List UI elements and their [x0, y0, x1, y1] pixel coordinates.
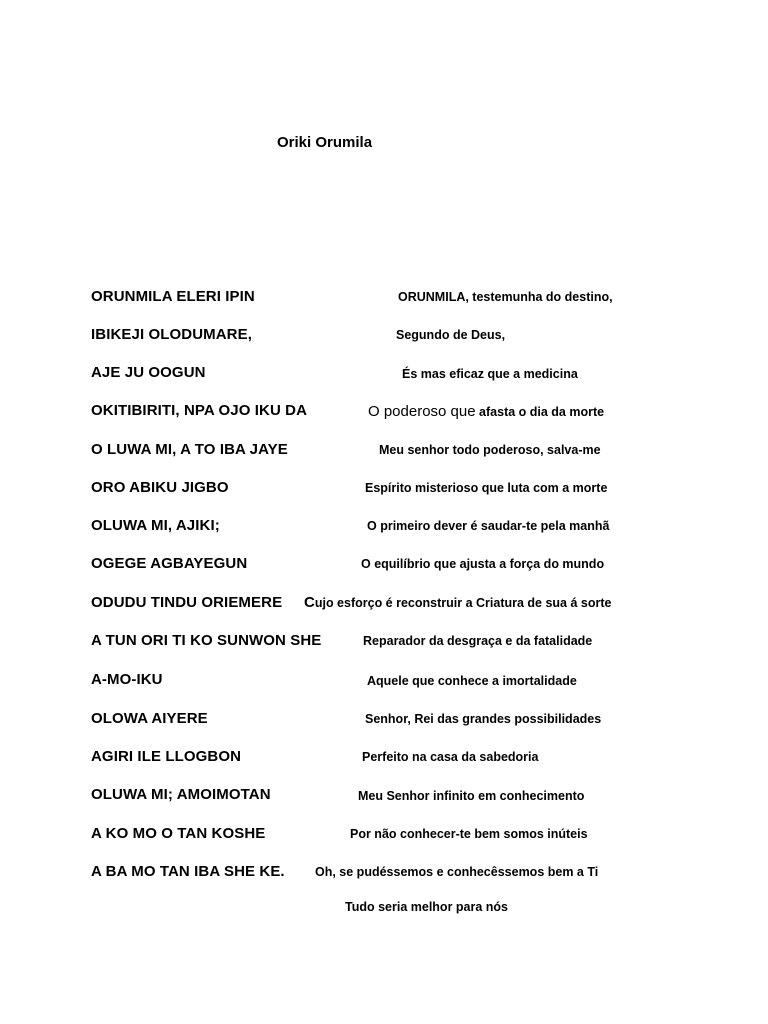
portuguese-final-line: Tudo seria melhor para nós	[345, 900, 509, 914]
portuguese-line-10: Reparador da desgraça e da fatalidade	[363, 634, 593, 648]
portuguese-line-6: Espírito misterioso que luta com a morte	[365, 481, 608, 495]
portuguese-line-14: Meu Senhor infinito em conhecimento	[358, 789, 585, 803]
yoruba-line-14: OLUWA MI; AMOIMOTAN	[91, 786, 271, 803]
portuguese-line-4	[368, 403, 604, 420]
portuguese-line-2: Segundo de Deus,	[396, 328, 506, 342]
portuguese-line-9	[304, 594, 611, 611]
portuguese-line-9-rest: ujo esforço é reconstruir a Criatura de sua á sorte	[314, 596, 612, 610]
portuguese-line-11: Aquele que conhece a imortalidade	[367, 674, 577, 688]
yoruba-line-7: OLUWA MI, AJIKI;	[91, 517, 220, 534]
document-title: Oriki Orumila	[277, 134, 373, 151]
yoruba-line-13: AGIRI ILE LLOGBON	[91, 748, 242, 765]
yoruba-line-4: OKITIBIRITI, NPA OJO IKU DA	[91, 402, 308, 419]
yoruba-line-8: OGEGE AGBAYEGUN	[91, 555, 248, 572]
yoruba-line-12: OLOWA AIYERE	[91, 710, 208, 727]
portuguese-line-9-lead: C	[304, 594, 315, 611]
yoruba-line-1: ORUNMILA ELERI IPIN	[91, 288, 255, 305]
yoruba-line-9: ODUDU TINDU ORIEMERE	[91, 594, 283, 611]
yoruba-line-2: IBIKEJI OLODUMARE,	[91, 326, 252, 343]
yoruba-line-3: AJE JU OOGUN	[91, 364, 206, 381]
portuguese-line-3: És mas eficaz que a medicina	[402, 367, 578, 381]
portuguese-line-8: O equilíbrio que ajusta a força do mundo	[361, 557, 605, 571]
yoruba-line-11: A-MO-IKU	[91, 671, 163, 688]
portuguese-line-13: Perfeito na casa da sabedoria	[362, 750, 539, 764]
portuguese-line-4-lead: O poderoso que	[368, 403, 476, 420]
yoruba-line-6: ORO ABIKU JIGBO	[91, 479, 229, 496]
portuguese-line-4-rest: afasta o dia da morte	[475, 405, 605, 419]
portuguese-line-16: Oh, se pudéssemos e conhecêssemos bem a Ti	[315, 865, 599, 879]
yoruba-line-15: A KO MO O TAN KOSHE	[91, 825, 266, 842]
yoruba-line-16: A BA MO TAN IBA SHE KE.	[91, 863, 285, 880]
portuguese-line-1: ORUNMILA, testemunha do destino,	[398, 290, 613, 304]
portuguese-line-5: Meu senhor todo poderoso, salva-me	[379, 443, 601, 457]
portuguese-line-15: Por não conhecer-te bem somos inúteis	[350, 827, 588, 841]
yoruba-line-5: O LUWA MI, A TO IBA JAYE	[91, 441, 288, 458]
portuguese-line-12: Senhor, Rei das grandes possibilidades	[365, 712, 602, 726]
yoruba-line-10: A TUN ORI TI KO SUNWON SHE	[91, 632, 322, 649]
portuguese-line-7: O primeiro dever é saudar-te pela manhã	[367, 519, 610, 533]
